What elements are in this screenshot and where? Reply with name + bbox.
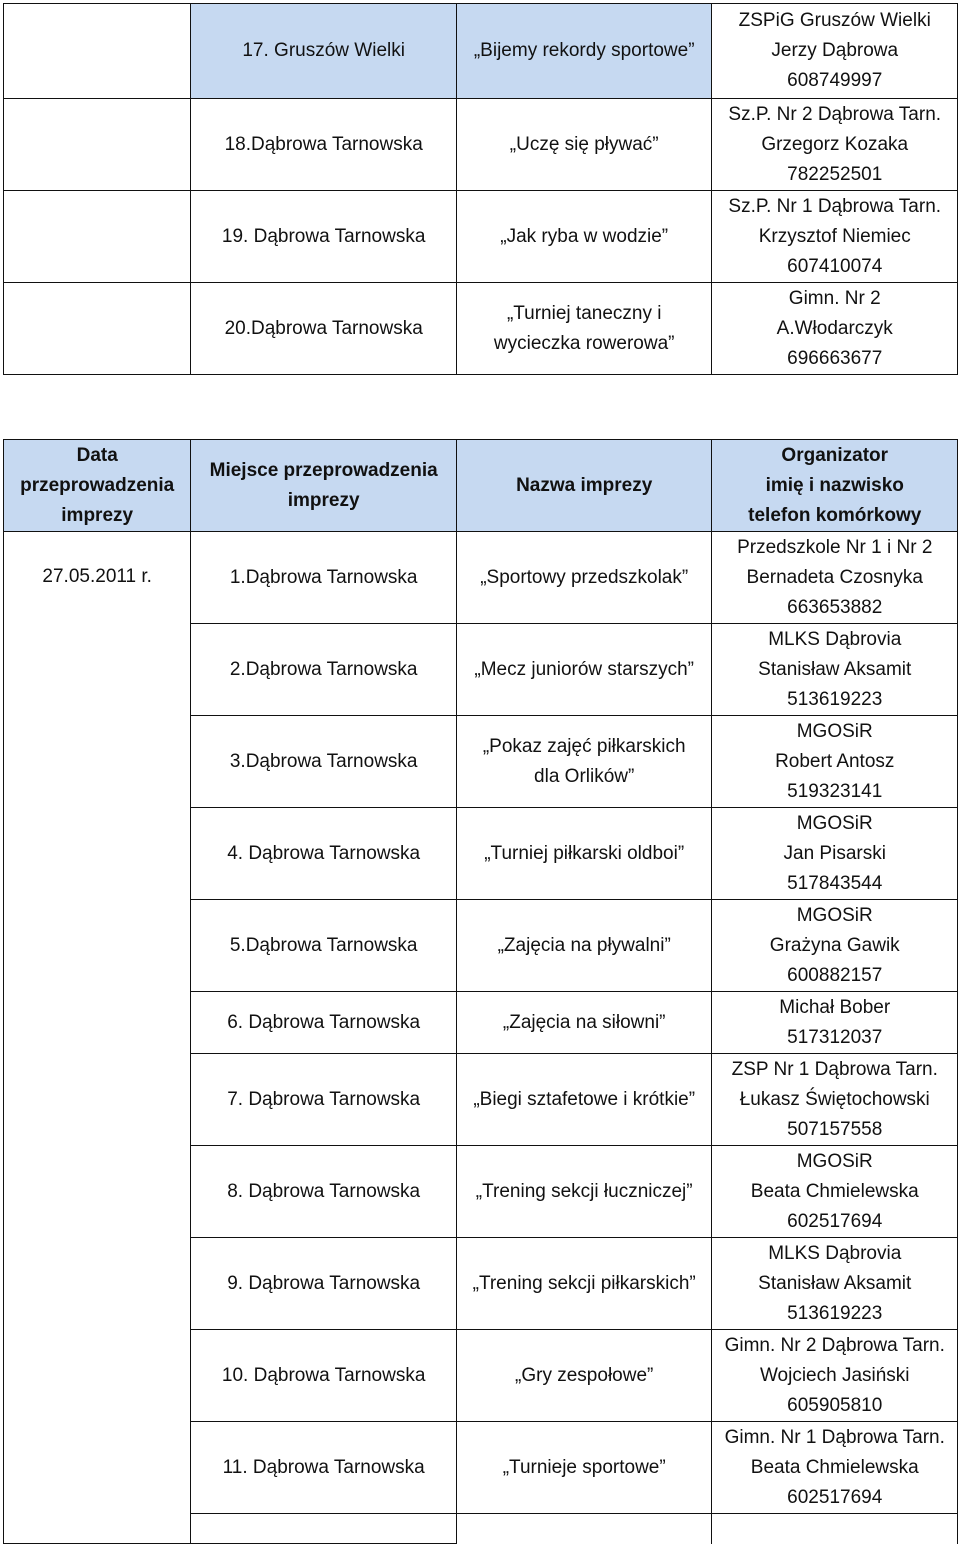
event-line: „Sportowy przedszkolak”	[480, 566, 689, 588]
organizer-line: MGOSiR	[796, 812, 873, 834]
organizer-line: ZSP Nr 1 Dąbrowa Tarn.	[731, 1058, 938, 1080]
event-cell	[456, 716, 712, 808]
organizer-line: Sz.P. Nr 2 Dąbrowa Tarn.	[728, 103, 942, 125]
event-line: „Zajęcia na pływalni”	[497, 934, 671, 956]
organizer-cell	[712, 1422, 958, 1514]
events-schedule-table	[3, 439, 958, 1544]
table-body	[4, 532, 958, 1544]
organizer-line: Beata Chmielewska	[750, 1456, 919, 1478]
place-cell: 9. Dąbrowa Tarnowska	[191, 1238, 457, 1330]
event-line: „Biegi sztafetowe i krótkie”	[473, 1088, 696, 1110]
event-cell: „Jak ryba w wodzie”	[456, 191, 712, 283]
place-cell: 8. Dąbrowa Tarnowska	[191, 1146, 457, 1238]
organizer-line: MGOSiR	[796, 720, 873, 742]
organizer-line: 519323141	[787, 780, 883, 802]
organizer-cell	[712, 808, 958, 900]
event-line: „Turniej taneczny i	[506, 302, 662, 324]
organizer-line: Gimn. Nr 2	[788, 287, 881, 309]
organizer-line: Bernadeta Czosnyka	[746, 566, 923, 588]
place-cell: 17. Gruszów Wielki	[191, 4, 457, 99]
organizer-line: A.Włodarczyk	[776, 317, 893, 339]
event-cell	[456, 624, 712, 716]
event-cell	[456, 1146, 712, 1238]
header-line: przeprowadzenia	[20, 474, 175, 496]
place-cell: 11. Dąbrowa Tarnowska	[191, 1422, 457, 1514]
event-line: „Mecz juniorów starszych”	[474, 658, 694, 680]
organizer-cell	[712, 99, 958, 191]
organizer-line: 608749997	[787, 70, 883, 91]
event-line: „Pokaz zajęć piłkarskich	[482, 735, 686, 757]
organizer-line: 513619223	[787, 688, 883, 710]
place-cell: 20.Dąbrowa Tarnowska	[191, 283, 457, 375]
table-row	[4, 99, 958, 191]
empty-cell	[712, 1514, 958, 1544]
place-cell: 1.Dąbrowa Tarnowska	[191, 532, 457, 624]
place-cell: 6. Dąbrowa Tarnowska	[191, 992, 457, 1054]
event-cell: „Bijemy rekordy sportowe”	[456, 4, 712, 99]
organizer-cell	[712, 1054, 958, 1146]
place-cell: 19. Dąbrowa Tarnowska	[191, 191, 457, 283]
header-organizer	[712, 440, 958, 532]
organizer-line: Jan Pisarski	[783, 842, 886, 864]
event-cell	[456, 532, 712, 624]
organizer-line: MLKS Dąbrovia	[768, 1242, 902, 1264]
organizer-line: 605905810	[787, 1394, 883, 1416]
empty-cell	[191, 1514, 457, 1544]
organizer-line: 696663677	[787, 347, 883, 369]
place-cell: 10. Dąbrowa Tarnowska	[191, 1330, 457, 1422]
place-cell: 3.Dąbrowa Tarnowska	[191, 716, 457, 808]
empty-cell	[4, 4, 191, 99]
organizer-line: 600882157	[787, 964, 883, 986]
organizer-cell	[712, 1146, 958, 1238]
organizer-cell	[712, 992, 958, 1054]
place-cell: 4. Dąbrowa Tarnowska	[191, 808, 457, 900]
organizer-cell	[712, 1330, 958, 1422]
organizer-line: Michał Bober	[779, 996, 891, 1018]
empty-cell	[4, 283, 191, 375]
event-line: dla Orlików”	[534, 765, 635, 787]
event-line: „Trening sekcji piłkarskich”	[472, 1272, 696, 1294]
organizer-cell	[712, 716, 958, 808]
table-row	[4, 283, 958, 375]
organizer-line: Gimn. Nr 2 Dąbrowa Tarn.	[724, 1334, 945, 1356]
organizer-line: 513619223	[787, 1302, 883, 1324]
organizer-line: 607410074	[787, 255, 883, 277]
event-cell	[456, 1238, 712, 1330]
header-place	[191, 440, 457, 532]
table-header-row	[4, 440, 958, 532]
date-cell	[4, 532, 191, 1544]
organizer-line: 663653882	[787, 596, 883, 618]
date-text: 27.05.2011 r.	[42, 566, 152, 587]
place-cell: 18.Dąbrowa Tarnowska	[191, 99, 457, 191]
table-row	[4, 532, 958, 624]
event-cell	[456, 992, 712, 1054]
event-line: „Gry zespołowe”	[515, 1364, 654, 1386]
header-line: imprezy	[287, 489, 360, 511]
organizer-cell	[712, 283, 958, 375]
organizer-line: Krzysztof Niemiec	[758, 225, 911, 247]
event-cell	[456, 1330, 712, 1422]
event-line: „Trening sekcji łuczniczej”	[475, 1180, 693, 1202]
header-line: imprezy	[61, 504, 134, 526]
organizer-line: Wojciech Jasiński	[759, 1364, 910, 1386]
header-event: Nazwa imprezy	[456, 440, 712, 532]
organizer-line: 782252501	[787, 163, 883, 185]
organizer-line: Stanisław Aksamit	[758, 658, 912, 680]
organizer-cell	[712, 191, 958, 283]
event-cell	[456, 1422, 712, 1514]
top-events-table	[3, 3, 958, 375]
organizer-line: Grażyna Gawik	[769, 934, 900, 956]
header-line: telefon komórkowy	[748, 504, 922, 526]
event-cell: „Uczę się pływać”	[456, 99, 712, 191]
place-cell: 5.Dąbrowa Tarnowska	[191, 900, 457, 992]
event-cell	[456, 1054, 712, 1146]
table-row	[4, 4, 958, 99]
organizer-line: Stanisław Aksamit	[758, 1272, 912, 1294]
organizer-line: Beata Chmielewska	[750, 1180, 919, 1202]
header-date	[4, 440, 191, 532]
organizer-line: Grzegorz Kozaka	[761, 133, 909, 155]
event-line: wycieczka rowerowa”	[493, 332, 675, 354]
organizer-line: ZSPiG Gruszów Wielki	[738, 10, 931, 31]
organizer-line: Gimn. Nr 1 Dąbrowa Tarn.	[724, 1426, 945, 1448]
organizer-cell	[712, 532, 958, 624]
organizer-line: Łukasz Świętochowski	[739, 1088, 930, 1110]
event-line: „Zajęcia na siłowni”	[502, 1011, 666, 1033]
header-line: Data	[76, 444, 118, 466]
organizer-cell	[712, 1238, 958, 1330]
organizer-line: Sz.P. Nr 1 Dąbrowa Tarn.	[728, 195, 942, 217]
organizer-line: 602517694	[787, 1210, 883, 1232]
organizer-line: MGOSiR	[796, 904, 873, 926]
table-row	[4, 191, 958, 283]
organizer-cell	[712, 900, 958, 992]
event-cell	[456, 808, 712, 900]
event-cell	[456, 283, 712, 375]
place-cell: 2.Dąbrowa Tarnowska	[191, 624, 457, 716]
empty-cell	[4, 191, 191, 283]
organizer-line: MLKS Dąbrovia	[768, 628, 902, 650]
event-line: „Turniej piłkarski oldboi”	[484, 842, 685, 864]
organizer-line: Przedszkole Nr 1 i Nr 2	[737, 536, 933, 558]
organizer-line: 517843544	[787, 872, 883, 894]
event-cell	[456, 900, 712, 992]
organizer-cell	[712, 4, 958, 99]
header-line: Organizator	[781, 444, 889, 466]
empty-cell	[4, 99, 191, 191]
event-line: „Turnieje sportowe”	[502, 1456, 666, 1478]
organizer-line: Robert Antosz	[775, 750, 895, 772]
organizer-line: Jerzy Dąbrowa	[771, 40, 899, 61]
organizer-line: MGOSiR	[796, 1150, 873, 1172]
header-line: Miejsce przeprowadzenia	[209, 459, 438, 481]
organizer-line: 507157558	[787, 1118, 883, 1140]
header-line: imię i nazwisko	[765, 474, 904, 496]
empty-cell	[456, 1514, 712, 1544]
organizer-cell	[712, 624, 958, 716]
organizer-line: 602517694	[787, 1486, 883, 1508]
organizer-line: 517312037	[787, 1026, 883, 1048]
place-cell: 7. Dąbrowa Tarnowska	[191, 1054, 457, 1146]
